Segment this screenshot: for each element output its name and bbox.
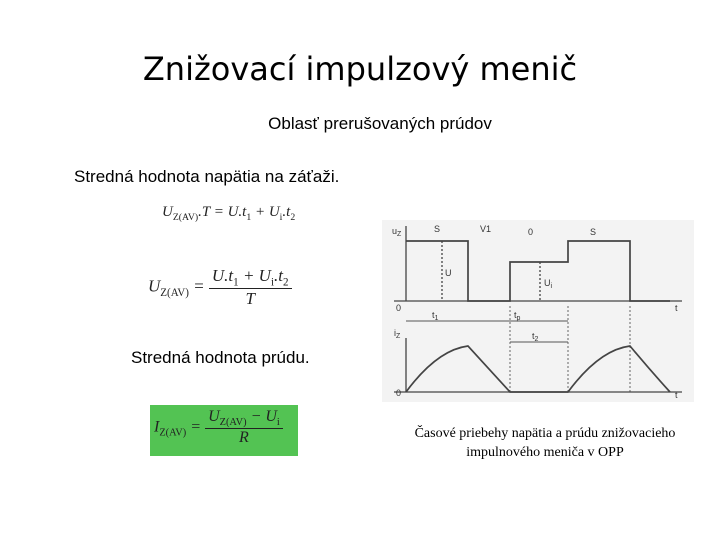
formula-3-lhs: I (154, 418, 160, 436)
S1-label: S (434, 224, 441, 234)
formula-2-num-c-sub: 2 (283, 276, 289, 289)
formula-3-num-b: − U (246, 408, 277, 425)
figure-background (382, 220, 694, 402)
waveform-figure (382, 220, 694, 402)
formula-1-t2-sub: 2 (290, 212, 296, 223)
zero-label-1: 0 (396, 303, 402, 313)
formula-3-num-b-sub: i (276, 417, 280, 429)
page-subtitle: Oblasť prerušovaných prúdov (268, 114, 492, 133)
formula-voltage-balance (162, 204, 295, 223)
formula-3-num-a-sub: Z(AV) (219, 417, 247, 429)
formula-3-numerator (205, 408, 283, 429)
S2-label: S (590, 227, 597, 237)
formula-2-num-b: + U (238, 266, 271, 285)
formula-2-lhs: U (148, 276, 161, 296)
figure-caption (385, 424, 705, 462)
formula-2-lhs-sub: Z(AV) (160, 287, 189, 299)
formula-1-t2-part: .t (282, 204, 291, 220)
caption-line-1: Časové priebehy napätia a prúdu znižovacieho (414, 426, 676, 441)
formula-3-lhs-sub: Z(AV) (159, 427, 187, 439)
formula-1-lhs-sub: Z(AV) (172, 212, 199, 223)
formula-average-current (154, 408, 283, 447)
formula-1-t1-sub: 1 (246, 212, 252, 223)
formula-2-denominator: T (245, 289, 255, 309)
voltage-heading: Stredná hodnota napätia na záťaži. (74, 167, 340, 186)
formula-1-lhs: U (162, 204, 173, 220)
tp-label: $t_p$ (514, 310, 521, 322)
formula-2-num-b-sub: i (270, 276, 275, 289)
formula-average-voltage (148, 266, 292, 309)
formula-1-plus: + U (251, 204, 280, 220)
iZ-label: $i_Z$ (394, 328, 401, 340)
current-heading: Stredná hodnota prúdu. (131, 348, 310, 367)
formula-2-num-a-sub: 1 (233, 276, 239, 289)
t-axis-label-2: t (675, 390, 678, 400)
formula-3-num-a: U (208, 408, 220, 425)
V1-label: V1 (480, 224, 492, 234)
caption-line-2: impulnového meniča v OPP (466, 445, 624, 460)
formula-3-fraction (205, 408, 283, 447)
zero-label-2: 0 (396, 388, 402, 398)
formula-2-num-a: U.t (211, 266, 234, 285)
formula-2-fraction (209, 266, 292, 309)
t1-label: $t_1$ (432, 310, 439, 322)
formula-2-num-c: .t (274, 266, 283, 285)
Ui-label: $U_i$ (544, 278, 553, 290)
formula-2-eq: = (188, 276, 209, 296)
t-axis-label-1: t (675, 303, 678, 313)
U-label: U (445, 268, 452, 278)
formula-1-mid: .T = U.t (198, 204, 247, 220)
formula-2-numerator (209, 266, 292, 289)
O-label: 0 (528, 227, 534, 237)
t2-label: $t_2$ (532, 331, 539, 343)
formula-3-eq: = (186, 418, 206, 436)
formula-3-denominator: R (239, 429, 249, 447)
page-title: Znižovací impulzový menič (142, 50, 578, 88)
formula-1-ui-sub: i (279, 212, 283, 223)
uZ-label: $u_Z$ (392, 226, 402, 238)
